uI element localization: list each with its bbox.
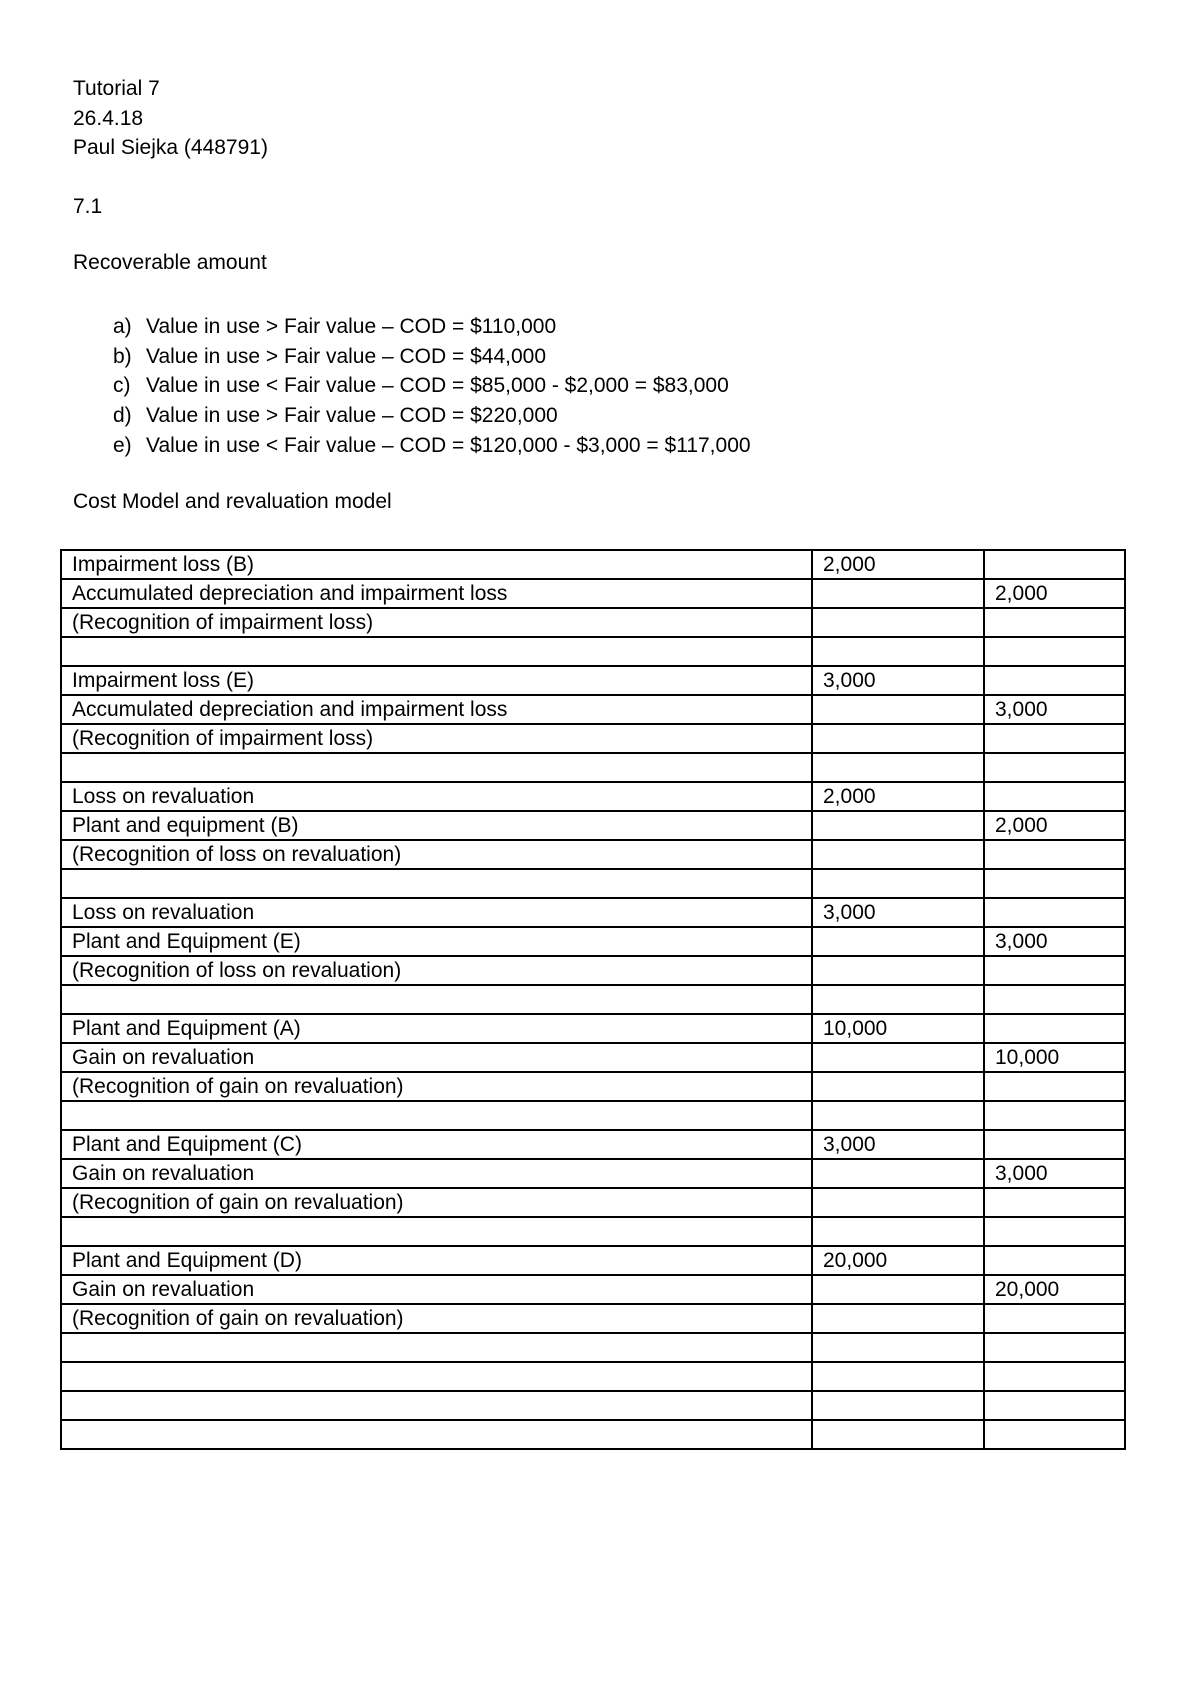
journal-description: Loss on revaluation [61,782,812,811]
recoverable-item [113,312,751,342]
journal-debit [812,1304,984,1333]
journal-debit [812,695,984,724]
table-row [61,1246,1125,1275]
table-row [61,840,1125,869]
recoverable-item [113,371,751,401]
journal-credit [984,608,1125,637]
journal-credit [984,1130,1125,1159]
journal-debit: 3,000 [812,898,984,927]
journal-debit: 2,000 [812,550,984,579]
table-row [61,1101,1125,1130]
journal-debit [812,1333,984,1362]
document-author: Paul Siejka (448791) [73,136,268,159]
recoverable-item [113,342,751,372]
table-row [61,1159,1125,1188]
journal-description [61,1217,812,1246]
table-row [61,782,1125,811]
table-row [61,1130,1125,1159]
journal-credit [984,1333,1125,1362]
journal-credit: 2,000 [984,579,1125,608]
recoverable-item-text: Value in use > Fair value – COD = $220,000 [146,404,558,428]
journal-description [61,637,812,666]
journal-debit [812,840,984,869]
table-row [61,985,1125,1014]
journal-credit [984,1188,1125,1217]
section-number: 7.1 [73,195,103,218]
journal-credit [984,1014,1125,1043]
journal-debit [812,927,984,956]
journal-debit [812,1217,984,1246]
journal-description: Plant and Equipment (D) [61,1246,812,1275]
journal-description: (Recognition of gain on revaluation) [61,1304,812,1333]
recoverable-item-text: Value in use < Fair value – COD = $85,000 - $2,000 = $83,000 [146,374,729,398]
journal-table [60,549,1126,1450]
journal-description [61,985,812,1014]
journal-credit [984,956,1125,985]
recoverable-item-text: Value in use > Fair value – COD = $44,000 [146,344,547,368]
journal-description: Accumulated depreciation and impairment loss [61,579,812,608]
journal-credit: 3,000 [984,695,1125,724]
journal-description [61,1362,812,1391]
journal-description: Plant and Equipment (C) [61,1130,812,1159]
journal-debit [812,1391,984,1420]
table-row [61,753,1125,782]
journal-debit [812,811,984,840]
journal-description: Gain on revaluation [61,1043,812,1072]
journal-description: Accumulated depreciation and impairment loss [61,695,812,724]
journal-debit: 20,000 [812,1246,984,1275]
table-row [61,898,1125,927]
journal-description [61,1333,812,1362]
journal-credit [984,1101,1125,1130]
journal-credit [984,1072,1125,1101]
journal-description: (Recognition of gain on revaluation) [61,1072,812,1101]
journal-credit [984,1217,1125,1246]
table-row [61,1304,1125,1333]
models-heading: Cost Model and revaluation model [73,490,392,513]
journal-debit [812,985,984,1014]
recoverable-item [113,431,751,461]
journal-credit: 20,000 [984,1275,1125,1304]
document-date: 26.4.18 [73,106,144,130]
document-title: Tutorial 7 [73,77,160,100]
journal-debit [812,1101,984,1130]
journal-debit [812,608,984,637]
table-row [61,869,1125,898]
table-row [61,811,1125,840]
journal-debit [812,1420,984,1449]
journal-credit [984,869,1125,898]
journal-debit: 10,000 [812,1014,984,1043]
recoverable-item-text: Value in use < Fair value – COD = $120,000 - $3,000 = $117,000 [146,433,751,457]
table-row [61,608,1125,637]
table-row [61,724,1125,753]
table-row [61,1014,1125,1043]
journal-credit: 10,000 [984,1043,1125,1072]
table-row [61,550,1125,579]
table-row [61,1188,1125,1217]
recoverable-item-letter: a) [113,315,132,338]
journal-description: (Recognition of gain on revaluation) [61,1188,812,1217]
table-row [61,579,1125,608]
journal-credit [984,1362,1125,1391]
table-row [61,1043,1125,1072]
recoverable-item [113,401,751,431]
journal-description: Gain on revaluation [61,1275,812,1304]
journal-credit [984,898,1125,927]
journal-debit [812,1275,984,1304]
table-row [61,666,1125,695]
journal-debit: 3,000 [812,666,984,695]
journal-description [61,1391,812,1420]
journal-debit [812,724,984,753]
journal-debit [812,753,984,782]
recoverable-item-letter: e) [113,433,132,457]
journal-debit [812,1043,984,1072]
table-row [61,1391,1125,1420]
journal-credit [984,753,1125,782]
journal-description [61,1101,812,1130]
journal-credit [984,1304,1125,1333]
table-row [61,1072,1125,1101]
journal-body [61,550,1125,1449]
table-row [61,1333,1125,1362]
table-row [61,956,1125,985]
journal-credit: 3,000 [984,1159,1125,1188]
journal-description: Plant and equipment (B) [61,811,812,840]
journal-description: Impairment loss (B) [61,550,812,579]
journal-debit [812,1159,984,1188]
journal-credit: 3,000 [984,927,1125,956]
journal-description: (Recognition of loss on revaluation) [61,956,812,985]
table-row [61,1275,1125,1304]
table-row [61,1217,1125,1246]
journal-credit [984,1246,1125,1275]
journal-credit [984,1391,1125,1420]
journal-debit [812,956,984,985]
table-row [61,1420,1125,1449]
journal-debit [812,637,984,666]
journal-credit [984,666,1125,695]
journal-debit [812,1362,984,1391]
spacer [73,163,268,193]
journal-description [61,869,812,898]
journal-description [61,1420,812,1449]
journal-credit [984,840,1125,869]
recoverable-item-letter: d) [113,404,132,428]
table-row [61,637,1125,666]
journal-description: Plant and Equipment (A) [61,1014,812,1043]
journal-credit [984,550,1125,579]
journal-debit [812,869,984,898]
journal-description: Gain on revaluation [61,1159,812,1188]
journal-debit [812,1072,984,1101]
table-row [61,695,1125,724]
journal-debit: 3,000 [812,1130,984,1159]
table-row [61,927,1125,956]
journal-debit: 2,000 [812,782,984,811]
journal-credit: 2,000 [984,811,1125,840]
recoverable-item-letter: c) [113,374,131,398]
journal-debit [812,1188,984,1217]
journal-credit [984,724,1125,753]
recoverable-heading: Recoverable amount [73,251,267,274]
journal-credit [984,782,1125,811]
journal-credit [984,985,1125,1014]
journal-credit [984,637,1125,666]
recoverable-item-text: Value in use > Fair value – COD = $110,000 [146,315,557,338]
journal-description: Impairment loss (E) [61,666,812,695]
table-row [61,1362,1125,1391]
journal-description: Plant and Equipment (E) [61,927,812,956]
journal-description: (Recognition of impairment loss) [61,608,812,637]
journal-description [61,753,812,782]
journal-description: (Recognition of impairment loss) [61,724,812,753]
recoverable-list [113,312,751,460]
journal-description: Loss on revaluation [61,898,812,927]
recoverable-item-letter: b) [113,344,132,368]
document-header [73,74,268,222]
journal-debit [812,579,984,608]
journal-description: (Recognition of loss on revaluation) [61,840,812,869]
journal-credit [984,1420,1125,1449]
